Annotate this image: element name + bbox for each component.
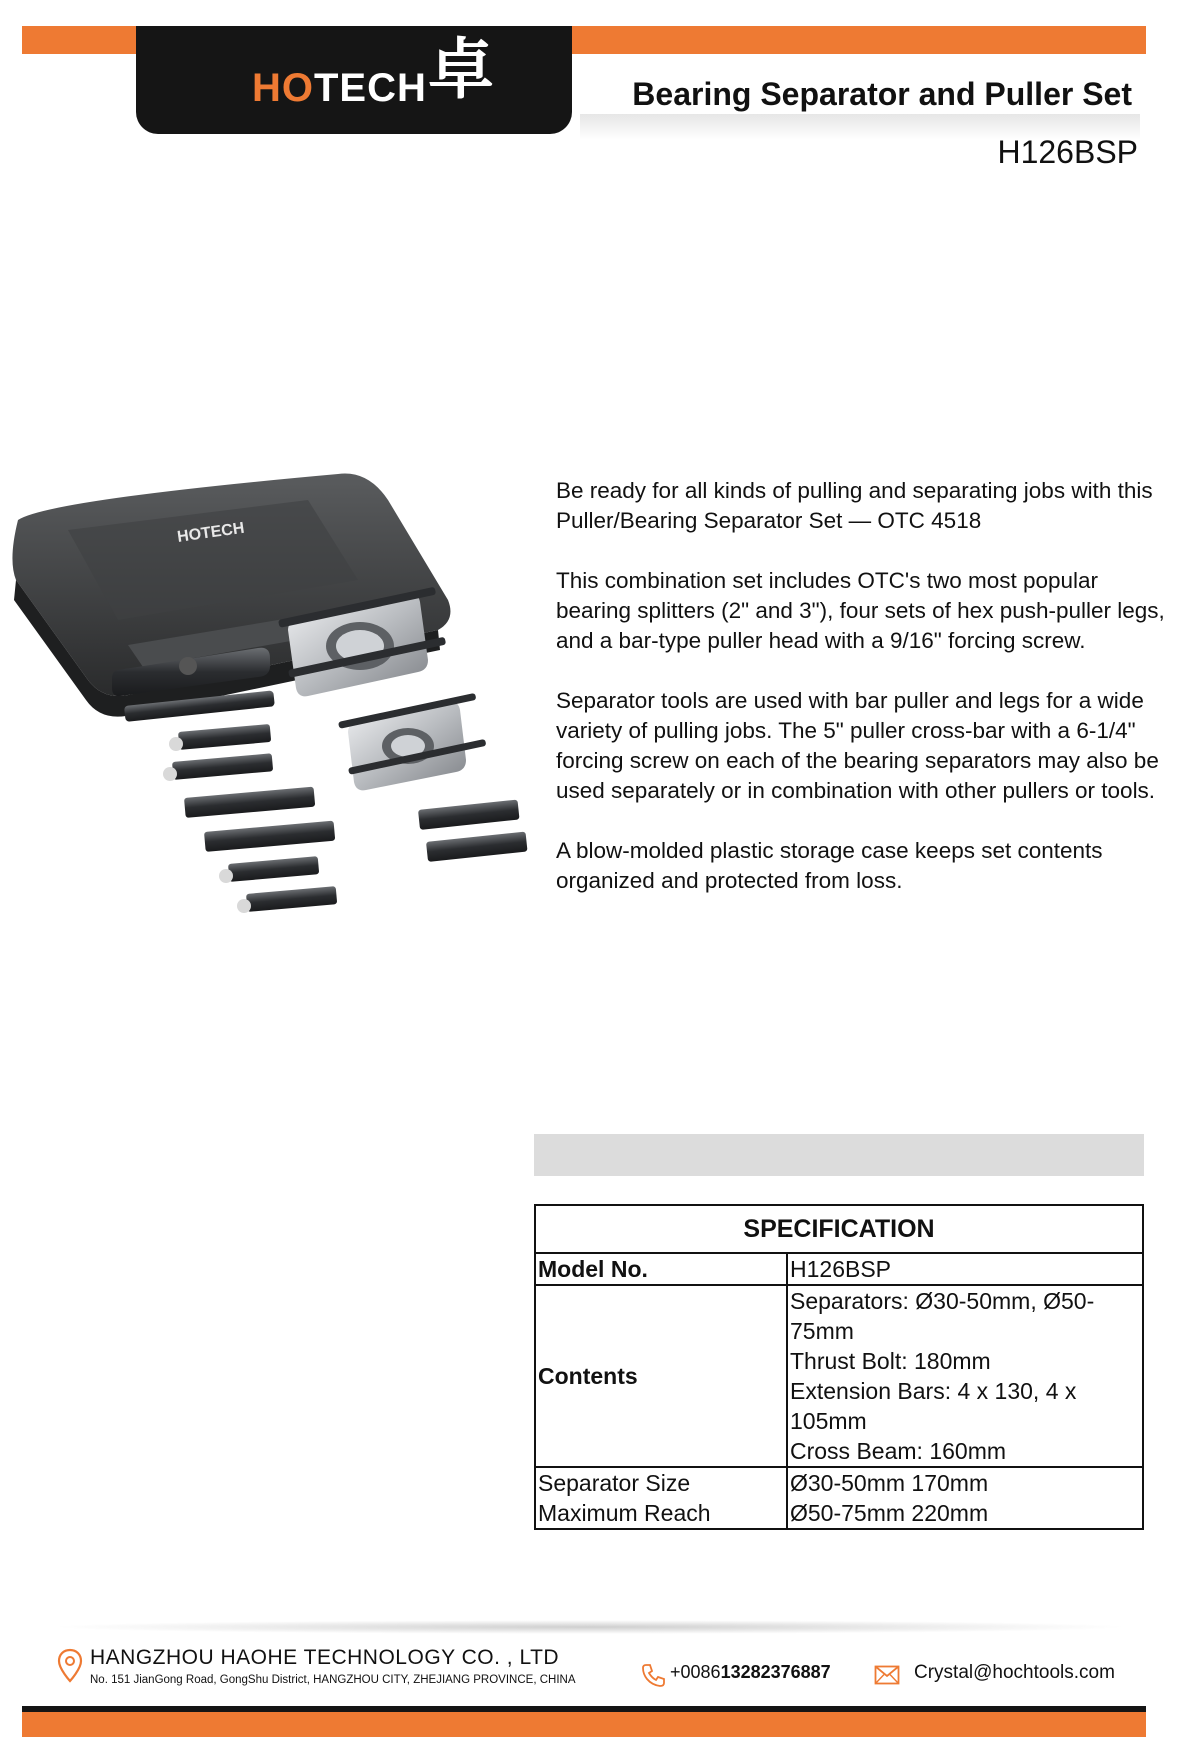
bearing-separator-small: [338, 693, 486, 790]
table-row: [535, 1253, 1143, 1285]
footer-accent-bar: [22, 1712, 1146, 1737]
contents-line: Cross Beam: 160mm: [790, 1438, 1007, 1464]
location-pin-icon: [56, 1648, 84, 1684]
description-paragraph: Be ready for all kinds of pulling and separating jobs with this Puller/Bearing Separator Set — OTC 4518: [556, 478, 1153, 533]
spec-value-size: [787, 1467, 1143, 1529]
mail-icon: [874, 1665, 900, 1685]
extension-bars-left: [163, 724, 337, 913]
specification-table: [534, 1204, 1144, 1530]
spec-label-contents: Contents: [535, 1285, 787, 1467]
maximum-reach-value: Ø50-75mm 220mm: [790, 1500, 989, 1526]
separator-size-value: Ø30-50mm 170mm: [790, 1470, 989, 1496]
logo: [136, 26, 572, 134]
page-title: Bearing Separator and Puller Set: [632, 76, 1132, 112]
spec-label-model: Model No.: [535, 1253, 787, 1285]
company-address: No. 151 JianGong Road, GongShu District, HANGZHOU CITY, ZHEJIANG PROVINCE, CHINA: [90, 1674, 576, 1686]
spec-value-model: H126BSP: [787, 1253, 1143, 1285]
description-paragraph: This combination set includes OTC's two most popular bearing splitters (2" and 3"), four sets of hex push-puller legs, and a bar-type puller head with a 9/16" forcing screw.: [556, 568, 1165, 653]
footer-shadow: [50, 1620, 1130, 1634]
logo-glyph: 卓: [428, 30, 494, 108]
product-description: [556, 476, 1176, 926]
phone-number[interactable]: +008613282376887: [670, 1662, 831, 1682]
logo-wordmark: HOTECH: [252, 66, 427, 110]
description-paragraph: Separator tools are used with bar puller and legs for a wide variety of pulling jobs. The 5" puller cross-bar with a 6-1/4" forcing screw on each of the bearing separators may also be used separately or in combination with other pullers or tools.: [556, 688, 1159, 803]
phone-icon: [640, 1662, 666, 1688]
extension-bars-right: [418, 800, 528, 862]
description-paragraph: A blow-molded plastic storage case keeps set contents organized and protected from loss.: [556, 838, 1103, 893]
model-number: H126BSP: [997, 134, 1138, 170]
product-image: [8, 470, 528, 950]
maximum-reach-label: Maximum Reach: [538, 1500, 711, 1526]
spec-value-contents: [787, 1285, 1143, 1467]
company-name: HANGZHOU HAOHE TECHNOLOGY CO. , LTD: [90, 1646, 560, 1669]
separator-size-label: Separator Size: [538, 1470, 691, 1496]
section-divider-band: [534, 1134, 1144, 1176]
contents-line: Separators: Ø30-50mm, Ø50-75mm: [790, 1288, 1095, 1344]
table-row: [535, 1285, 1143, 1467]
contents-line: Extension Bars: 4 x 130, 4 x 105mm: [790, 1378, 1077, 1434]
case-logo: HOTECH: [176, 519, 246, 546]
table-row: [535, 1467, 1143, 1529]
contents-line: Thrust Bolt: 180mm: [790, 1348, 991, 1374]
spec-heading: SPECIFICATION: [535, 1205, 1143, 1253]
email-address[interactable]: Crystal@hochtools.com: [914, 1662, 1115, 1683]
spec-label-size: [535, 1467, 787, 1529]
